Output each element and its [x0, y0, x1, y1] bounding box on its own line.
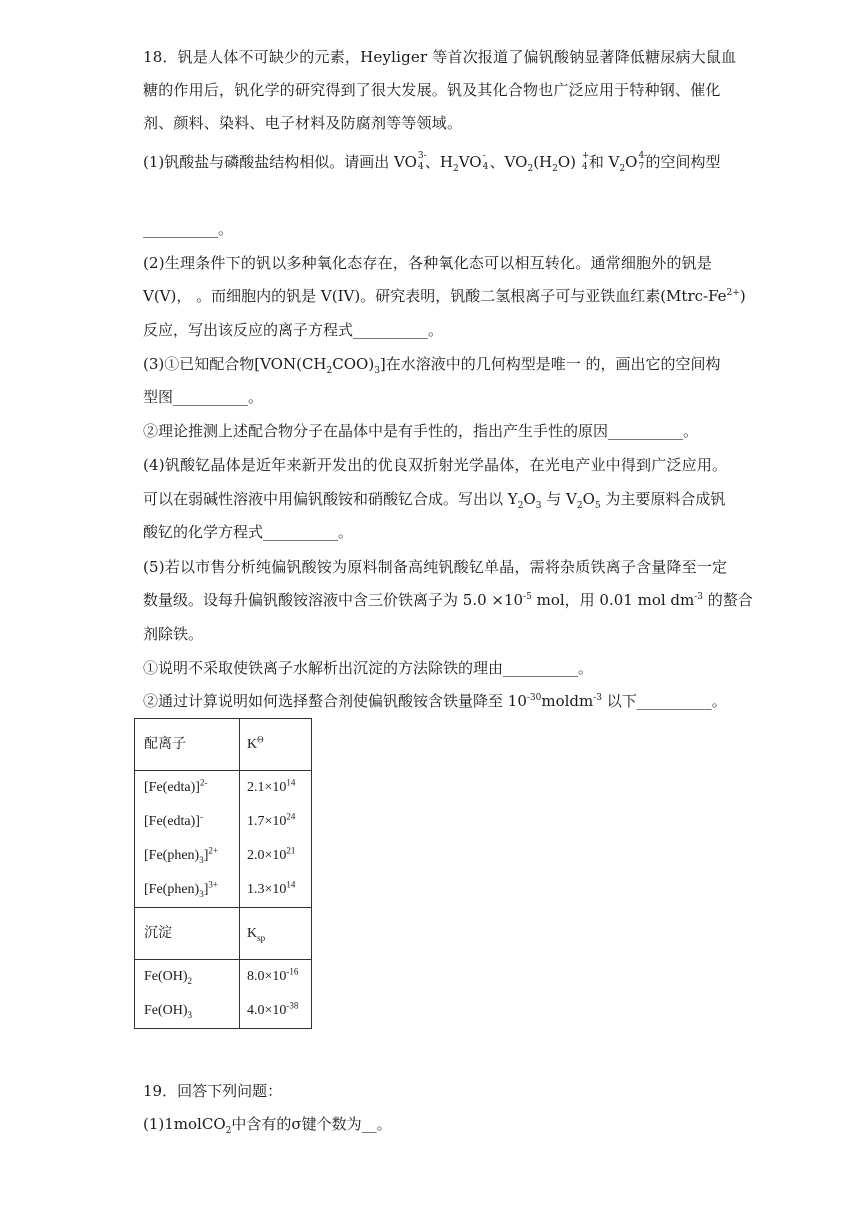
table-cell: $[Fe(phen)_3]^{2+}$ — [144, 845, 218, 865]
table-subheader-row — [135, 908, 312, 960]
table-cell: $Fe(OH)_2$ — [144, 969, 193, 986]
q18-part4-line-2: 可以在弱碱性溶液中用偏钒酸铵和硝酸钇合成。写出以 $Y_2O_3$ 与 $V_2O_5$ 为主要原料合成钒 — [143, 490, 726, 511]
table-header-row — [135, 719, 312, 771]
q19-part1: (1)1molCO$_2$中含有的σ键个数为__。 — [143, 1115, 392, 1136]
header-complex-ion: 配离子 — [135, 719, 240, 771]
table-cell: $8.0\times 10^{-16}$ — [247, 966, 299, 984]
q18-part5-item-1: ①说明不采取使铁离子水解析出沉淀的方法除铁的理由__________。 — [143, 659, 594, 677]
table-cell: [Fe(edta)]$^{2-}$ — [144, 777, 208, 795]
q18-intro-line-3: 剂、颜料、染料、电子材料及防腐剂等等领域。 — [143, 114, 463, 132]
header-precipitate: 沉淀 — [135, 908, 240, 960]
table-cell: $Fe(OH)_3$ — [144, 1003, 193, 1020]
q18-part4-line-1: (4)钒酸钇晶体是近年来新开发出的优良双折射光学晶体，在光电产业中得到广泛应用。 — [143, 456, 728, 474]
precipitate-names-cell — [135, 960, 240, 1029]
table-cell: $4.0\times 10^{-38}$ — [247, 1000, 299, 1018]
table-row-complexes — [135, 771, 312, 908]
table-row-precipitates — [135, 960, 312, 1029]
header-k-stability: $K^\Theta$ — [240, 719, 312, 771]
constants-table — [134, 718, 312, 1029]
q18-intro-line-1: 18．钒是人体不可缺少的元素，Heyliger 等首次报道了偏钒酸钠显著降低糖尿病大鼠血 — [143, 48, 737, 66]
q18-part2-line-2: V(V)， 。而细胞内的钒是 V(IV)。研究表明，钒酸二氢根离子可与亚铁血红素$(Mtrc-Fe^{2+})$ — [143, 287, 746, 305]
q18-part5-line-2: 数量级。设每升偏钒酸铵溶液中含三价铁离子为 $5.0 \times 10^{-5}$ mol，用 0.01 mol $dm^{-3}$ 的螯合 — [143, 591, 753, 609]
table-cell: $1.3\times 10^{14}$ — [247, 879, 296, 897]
table-cell: $1.7\times 10^{24}$ — [247, 811, 296, 829]
q18-part5-line-1: (5)若以市售分析纯偏钒酸铵为原料制备高纯钒酸钇单晶，需将杂质铁离子含量降至一定 — [143, 558, 728, 576]
q19-title: 19．回答下列问题： — [143, 1082, 283, 1100]
q18-part2-line-1: (2)生理条件下的钒以多种氧化态存在，各种氧化态可以相互转化。通常细胞外的钒是 — [143, 254, 713, 272]
table-cell: $[Fe(phen)_3]^{3+}$ — [144, 879, 218, 899]
table-cell: $2.1\times 10^{14}$ — [247, 777, 296, 795]
q18-part5-line-3: 剂除铁。 — [143, 625, 204, 643]
complex-values-cell — [240, 771, 312, 908]
complex-names-cell — [135, 771, 240, 908]
q18-part5-item-2: ②通过计算说明如何选择螯合剂使偏钒酸铵含铁量降至 $10^{-30}moldm^{-3}$ 以下__________。 — [143, 692, 727, 710]
q18-part1: (1)钒酸盐与磷酸盐结构相似。请画出 VO 3- 4 、$H_2VO$ - 4 、$VO_2(H_2O)$ + 4 和 $V_2O$ 4- 7 的空间构型 — [143, 151, 721, 174]
header-ksp: $K_{sp}$ — [240, 908, 312, 960]
q18-intro-line-2: 糖的作用后，钒化学的研究得到了很大发展。钒及其化合物也广泛应用于特种钢、催化 — [143, 81, 721, 99]
q18-part2-line-3: 反应，写出该反应的离子方程式__________。 — [143, 321, 444, 339]
q18-part3-line-2: 型图__________。 — [143, 388, 264, 406]
q18-part3-line-3: ②理论推测上述配合物分子在晶体中是有手性的，指出产生手性的原因__________。 — [143, 422, 699, 440]
table-cell: [Fe(edta)]- — [144, 811, 203, 829]
precipitate-values-cell — [240, 960, 312, 1029]
q18-part3-line-1: (3)①已知配合物$[VON(CH_2COO)_3]$在水溶液中的几何构型是唯一 的，画出它的空间构 — [143, 355, 721, 376]
q18-part4-line-3: 酸钇的化学方程式__________。 — [143, 523, 354, 541]
q18-part1-blank: __________。 — [143, 220, 234, 238]
table-cell: $2.0\times 10^{21}$ — [247, 845, 296, 863]
